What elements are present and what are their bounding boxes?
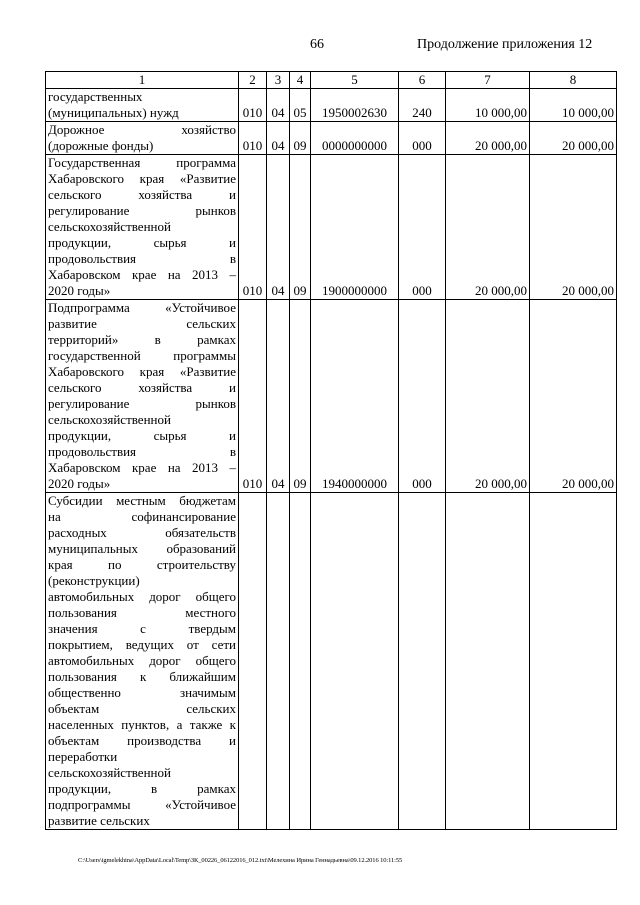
- code-column-4: 05: [290, 89, 311, 122]
- item-name-line: муниципальных образований: [48, 541, 236, 556]
- item-name-line: Подпрограмма «Устойчивое: [48, 300, 236, 315]
- budget-table: [45, 71, 617, 830]
- amount-cell: 20 000,00: [530, 155, 617, 300]
- item-name-line: общественно значимым: [48, 685, 236, 700]
- amount-cell: 10 000,00: [446, 89, 530, 122]
- item-name-line: 2020 годы»: [48, 476, 111, 491]
- item-name-line: автомобильных дорог общего: [48, 653, 236, 668]
- item-name-line: (дорожные фонды): [48, 138, 154, 153]
- amount-cell: [446, 493, 530, 830]
- item-name-cell: [46, 89, 239, 122]
- code-column-4: 09: [290, 155, 311, 300]
- target-code-cell: 1950002630: [311, 89, 399, 122]
- item-name-line: объектам сельских: [48, 701, 236, 716]
- column-header: 5: [311, 72, 399, 89]
- column-header: 3: [267, 72, 290, 89]
- code-column-3: 04: [267, 89, 290, 122]
- item-name-line: переработки: [48, 749, 118, 764]
- item-name-line: на софинансирование: [48, 509, 236, 524]
- table-row: [46, 493, 617, 830]
- amount-cell: 10 000,00: [530, 89, 617, 122]
- item-name-line: развитие сельских: [48, 813, 150, 828]
- item-name-line: края по строительству: [48, 557, 236, 572]
- item-name-line: государственных: [48, 89, 143, 104]
- item-name-cell: [46, 122, 239, 155]
- item-name-line: (реконструкции): [48, 573, 140, 588]
- column-header: 6: [399, 72, 446, 89]
- item-name-line: Хабаровском крае на 2013 –: [48, 460, 236, 475]
- amount-cell: 20 000,00: [446, 155, 530, 300]
- item-name-cell: [46, 493, 239, 830]
- expense-type-cell: 000: [399, 300, 446, 493]
- item-name-line: продовольствия в: [48, 251, 236, 266]
- item-name-line: Государственная программа: [48, 155, 236, 170]
- item-name-line: сельского хозяйства и: [48, 187, 236, 202]
- code-column-2: 010: [239, 300, 267, 493]
- item-name-line: сельскохозяйственной: [48, 412, 171, 427]
- table-row: [46, 300, 617, 493]
- amount-cell: [530, 493, 617, 830]
- item-name-line: автомобильных дорог общего: [48, 589, 236, 604]
- file-path-footer: C:\Users\igmelekhina\AppData\Local\Temp\ЗК_00226_06122016_012.txt\Мелехина Ирина Геннадьевна\09.12.2016 10:11:55: [78, 857, 403, 864]
- item-name-line: покрытием, ведущих от сети: [48, 637, 236, 652]
- item-name-line: значения с твердым: [48, 621, 236, 636]
- item-name-cell: [46, 300, 239, 493]
- item-name-line: регулирование рынков: [48, 203, 236, 218]
- code-column-2: 010: [239, 89, 267, 122]
- item-name-line: (муниципальных) нужд: [48, 105, 179, 120]
- appendix-continuation-label: Продолжение приложения 12: [417, 37, 593, 52]
- item-name-line: продукции, в рамках: [48, 781, 236, 796]
- item-name-line: объектам производства и: [48, 733, 236, 748]
- item-name-line: государственной программы: [48, 348, 236, 363]
- target-code-cell: [311, 493, 399, 830]
- code-column-4: 09: [290, 300, 311, 493]
- item-name-line: 2020 годы»: [48, 283, 111, 298]
- item-name-line: расходных обязательств: [48, 525, 236, 540]
- item-name-line: продукции, сырья и: [48, 235, 236, 250]
- page-number: 66: [310, 37, 324, 52]
- item-name-line: территорий» в рамках: [48, 332, 236, 347]
- target-code-cell: 1900000000: [311, 155, 399, 300]
- item-name-line: пользования к ближайшим: [48, 669, 236, 684]
- item-name-line: Дорожное хозяйство: [48, 122, 236, 137]
- code-column-3: [267, 493, 290, 830]
- table-row: [46, 89, 617, 122]
- item-name-line: Хабаровского края «Развитие: [48, 171, 236, 186]
- code-column-4: 09: [290, 122, 311, 155]
- item-name-line: продукции, сырья и: [48, 428, 236, 443]
- expense-type-cell: 000: [399, 122, 446, 155]
- code-column-3: 04: [267, 155, 290, 300]
- code-column-2: 010: [239, 122, 267, 155]
- table-row: [46, 155, 617, 300]
- column-header: 1: [46, 72, 239, 89]
- target-code-cell: 0000000000: [311, 122, 399, 155]
- expense-type-cell: 240: [399, 89, 446, 122]
- code-column-3: 04: [267, 300, 290, 493]
- expense-type-cell: 000: [399, 155, 446, 300]
- code-column-4: [290, 493, 311, 830]
- column-header-row: [46, 72, 617, 89]
- column-header: 8: [530, 72, 617, 89]
- item-name-line: сельскохозяйственной: [48, 219, 171, 234]
- code-column-2: [239, 493, 267, 830]
- item-name-line: населенных пунктов, а также к: [48, 717, 236, 732]
- item-name-line: сельского хозяйства и: [48, 380, 236, 395]
- expense-type-cell: [399, 493, 446, 830]
- item-name-line: Субсидии местным бюджетам: [48, 493, 236, 508]
- table-row: [46, 122, 617, 155]
- item-name-cell: [46, 155, 239, 300]
- item-name-line: подпрограммы «Устойчивое: [48, 797, 236, 812]
- item-name-line: регулирование рынков: [48, 396, 236, 411]
- code-column-2: 010: [239, 155, 267, 300]
- amount-cell: 20 000,00: [446, 122, 530, 155]
- item-name-line: развитие сельских: [48, 316, 236, 331]
- column-header: 4: [290, 72, 311, 89]
- item-name-line: сельскохозяйственной: [48, 765, 171, 780]
- target-code-cell: 1940000000: [311, 300, 399, 493]
- amount-cell: 20 000,00: [530, 122, 617, 155]
- item-name-line: Хабаровском крае на 2013 –: [48, 267, 236, 282]
- column-header: 2: [239, 72, 267, 89]
- item-name-line: продовольствия в: [48, 444, 236, 459]
- item-name-line: пользования местного: [48, 605, 236, 620]
- code-column-3: 04: [267, 122, 290, 155]
- amount-cell: 20 000,00: [530, 300, 617, 493]
- amount-cell: 20 000,00: [446, 300, 530, 493]
- item-name-line: Хабаровского края «Развитие: [48, 364, 236, 379]
- column-header: 7: [446, 72, 530, 89]
